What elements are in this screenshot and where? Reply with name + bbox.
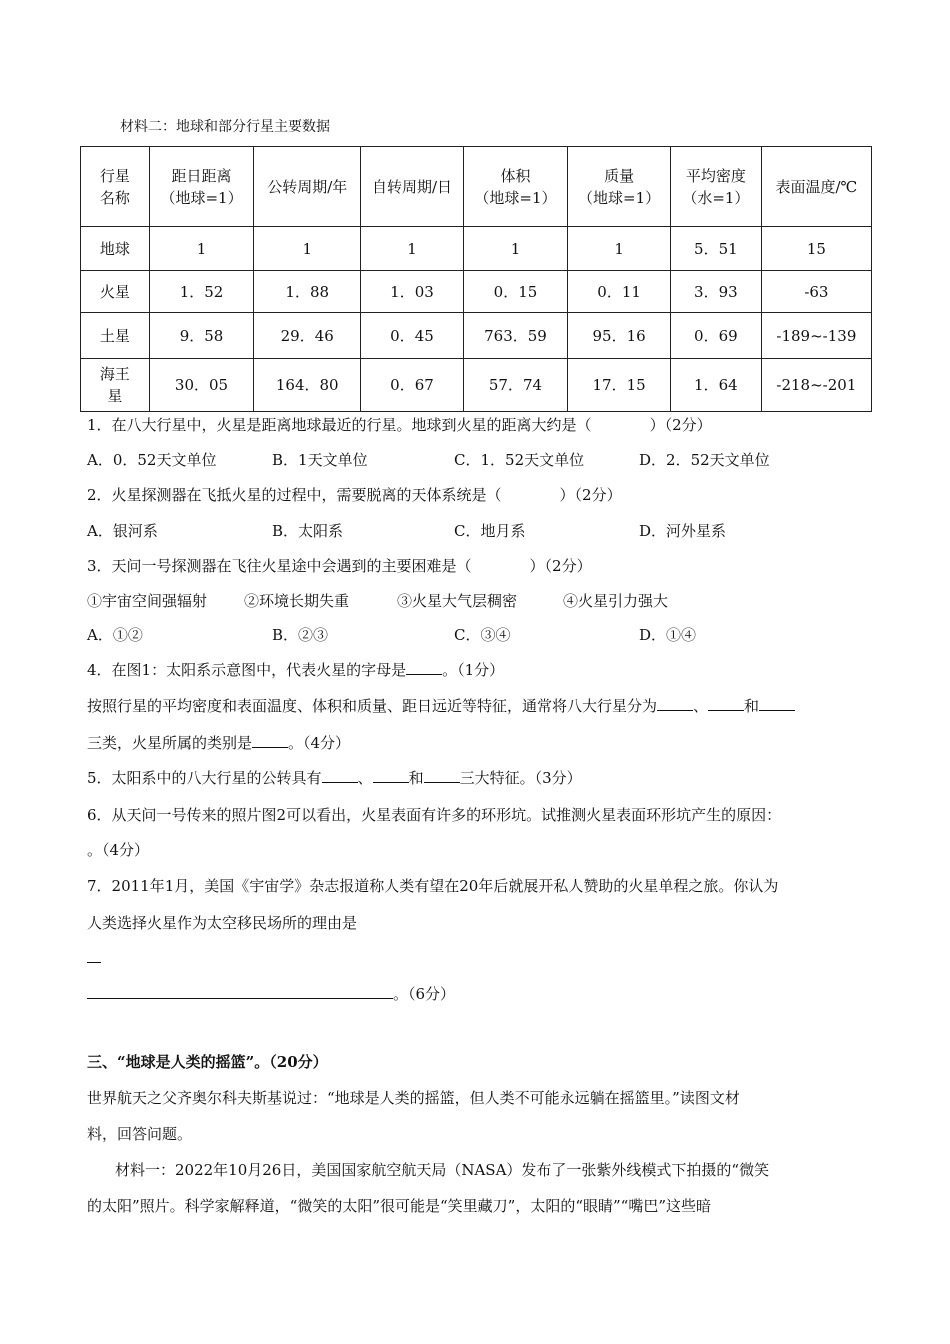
table-cell: 3．93 xyxy=(670,271,761,313)
table-cell: 地球 xyxy=(81,227,150,271)
table-header-cell: 平均密度 （水=1） xyxy=(670,147,761,227)
table-cell: 1 xyxy=(463,227,568,271)
q4-score-2: 。（4分） xyxy=(288,734,351,752)
q2-option-a: A．银河系 xyxy=(87,522,158,540)
table-cell: 0．67 xyxy=(361,359,463,412)
table-cell: 1．88 xyxy=(254,271,361,313)
q5-blank-1[interactable] xyxy=(322,768,358,783)
q7-answer-blank[interactable] xyxy=(87,984,393,999)
q2-option-c: C．地月系 xyxy=(454,522,526,540)
q1-option-c: C．1．52天文单位 xyxy=(454,451,585,469)
question-6-line-2: 。（4分） xyxy=(87,841,150,859)
q4-blank-mars-type[interactable] xyxy=(252,733,288,748)
question-1-stem xyxy=(87,415,712,435)
q4-sep-2: 和 xyxy=(744,697,760,715)
q4-text-3: 三类，火星所属的类别是 xyxy=(87,734,253,752)
q3-item-1: ①宇宙空间强辐射 xyxy=(87,592,208,610)
table-cell: 5．51 xyxy=(670,227,761,271)
table-cell: 火星 xyxy=(81,271,150,313)
question-2-stem xyxy=(87,485,622,505)
question-4-line-3 xyxy=(87,733,350,753)
table-header-cell: 公转周期/年 xyxy=(254,147,361,227)
q4-blank-type-1[interactable] xyxy=(657,696,693,711)
q4-text-1: 4．在图1：太阳系示意图中，代表火星的字母是 xyxy=(87,661,407,679)
q2-score: ）（2分） xyxy=(559,486,622,504)
material-1-line-2: 的太阳”照片。科学家解释道，“微笑的太阳”很可能是“笑里藏刀”，太阳的“眼睛”“嘴巴”这些暗 xyxy=(87,1197,712,1215)
section-3-intro-2: 料，回答问题。 xyxy=(87,1125,193,1143)
table-header-cell: 质量 （地球=1） xyxy=(568,147,671,227)
q3-option-c: C．③④ xyxy=(454,626,511,644)
table-cell: 164．80 xyxy=(254,359,361,412)
table-row xyxy=(81,227,872,271)
q5-sep-1: 、 xyxy=(357,769,373,787)
table-cell: 1．03 xyxy=(361,271,463,313)
q1-score: ）（2分） xyxy=(649,416,712,434)
q5-blank-3[interactable] xyxy=(424,768,460,783)
q4-blank-letter[interactable] xyxy=(406,660,442,675)
q1-option-d: D．2．52天文单位 xyxy=(639,451,770,469)
q3-score: ）（2分） xyxy=(529,557,592,575)
table-cell: 土星 xyxy=(81,313,150,359)
table-row xyxy=(81,271,872,313)
question-3-stem xyxy=(87,556,592,576)
table-cell: 海王 星 xyxy=(81,359,150,412)
q3-item-4: ④火星引力强大 xyxy=(563,592,669,610)
table-cell: 0．45 xyxy=(361,313,463,359)
q1-stem-text: 1．在八大行星中，火星是距离地球最近的行星。地球到火星的距离大约是（ xyxy=(87,416,592,434)
table-header-cell: 行星 名称 xyxy=(81,147,150,227)
q4-score-1: 。（1分） xyxy=(442,661,505,679)
table-cell: 17．15 xyxy=(568,359,671,412)
question-4-line-2 xyxy=(87,696,795,716)
table-row xyxy=(81,313,872,359)
table-cell: -218~-201 xyxy=(761,359,871,412)
q3-option-b: B．②③ xyxy=(272,626,329,644)
table-cell: 1 xyxy=(254,227,361,271)
table-cell: 0．69 xyxy=(670,313,761,359)
question-5 xyxy=(87,768,582,788)
planet-data-table xyxy=(80,146,872,412)
section-3-title: 三、“地球是人类的摇篮”。（20分） xyxy=(87,1053,328,1071)
question-6-line-1: 6．从天问一号传来的照片图2可以看出，火星表面有许多的环形坑。试推测火星表面环形坑产生的原因： xyxy=(87,806,782,824)
q3-stem-text: 3．天问一号探测器在飞往火星途中会遇到的主要困难是（ xyxy=(87,557,472,575)
q4-blank-type-2[interactable] xyxy=(708,696,744,711)
table-caption: 材料二：地球和部分行星主要数据 xyxy=(120,119,330,135)
table-cell: 95．16 xyxy=(568,313,671,359)
table-cell: 15 xyxy=(761,227,871,271)
q7-short-blank[interactable] xyxy=(87,962,101,963)
table-cell: 763．59 xyxy=(463,313,568,359)
question-4-line-1 xyxy=(87,660,504,680)
table-row xyxy=(81,359,872,412)
q3-item-3: ③火星大气层稠密 xyxy=(397,592,518,610)
q3-option-a: A．①② xyxy=(87,626,143,644)
table-header-cell: 距日距离 （地球=1） xyxy=(149,147,253,227)
table-cell: 9．58 xyxy=(149,313,253,359)
question-7-line-2: 人类选择火星作为太空移民场所的理由是 xyxy=(87,914,358,932)
q3-option-d: D．①④ xyxy=(639,626,697,644)
q5-blank-2[interactable] xyxy=(373,768,409,783)
table-cell: 1 xyxy=(568,227,671,271)
q1-option-b: B．1天文单位 xyxy=(272,451,368,469)
table-header-cell: 自转周期/日 xyxy=(361,147,463,227)
table-cell: 30．05 xyxy=(149,359,253,412)
table-cell: 0．15 xyxy=(463,271,568,313)
q7-score: 。（6分） xyxy=(393,985,456,1003)
q5-sep-2: 和 xyxy=(408,769,424,787)
table-cell: 29．46 xyxy=(254,313,361,359)
q5-text-2: 三大特征。（3分） xyxy=(459,769,582,787)
table-cell: 0．11 xyxy=(568,271,671,313)
table-header-cell: 表面温度/℃ xyxy=(761,147,871,227)
table-cell: 1．52 xyxy=(149,271,253,313)
table-cell: -63 xyxy=(761,271,871,313)
table-cell: 1．64 xyxy=(670,359,761,412)
section-3-intro-1: 世界航天之父齐奥尔科夫斯基说过：“地球是人类的摇篮，但人类不可能永远躺在摇篮里。”读图文材 xyxy=(87,1089,740,1107)
table-cell: 1 xyxy=(361,227,463,271)
question-7-answer-line xyxy=(87,984,455,1004)
question-7-line-1: 7．2011年1月，美国《宇宙学》杂志报道称人类有望在20年后就展开私人赞助的火星单程之旅。你认为 xyxy=(87,877,779,895)
q5-text-1: 5．太阳系中的八大行星的公转具有 xyxy=(87,769,322,787)
q2-stem-text: 2．火星探测器在飞抵火星的过程中，需要脱离的天体系统是（ xyxy=(87,486,502,504)
table-cell: 57．74 xyxy=(463,359,568,412)
table-header-cell: 体积 （地球=1） xyxy=(463,147,568,227)
q2-option-d: D．河外星系 xyxy=(639,522,727,540)
q1-option-a: A．0．52天文单位 xyxy=(87,451,217,469)
q4-text-2: 按照行星的平均密度和表面温度、体积和质量、距日远近等特征，通常将八大行星分为 xyxy=(87,697,658,715)
material-1-line-1: 材料一：2022年10月26日，美国国家航空航天局（NASA）发布了一张紫外线模式下拍摄的“微笑 xyxy=(115,1161,770,1179)
q2-option-b: B．太阳系 xyxy=(272,522,344,540)
table-cell: 1 xyxy=(149,227,253,271)
q4-blank-type-3[interactable] xyxy=(759,696,795,711)
table-header-row xyxy=(81,147,872,227)
q3-item-2: ②环境长期失重 xyxy=(244,592,350,610)
q4-sep-1: 、 xyxy=(693,697,709,715)
table-cell: -189~-139 xyxy=(761,313,871,359)
